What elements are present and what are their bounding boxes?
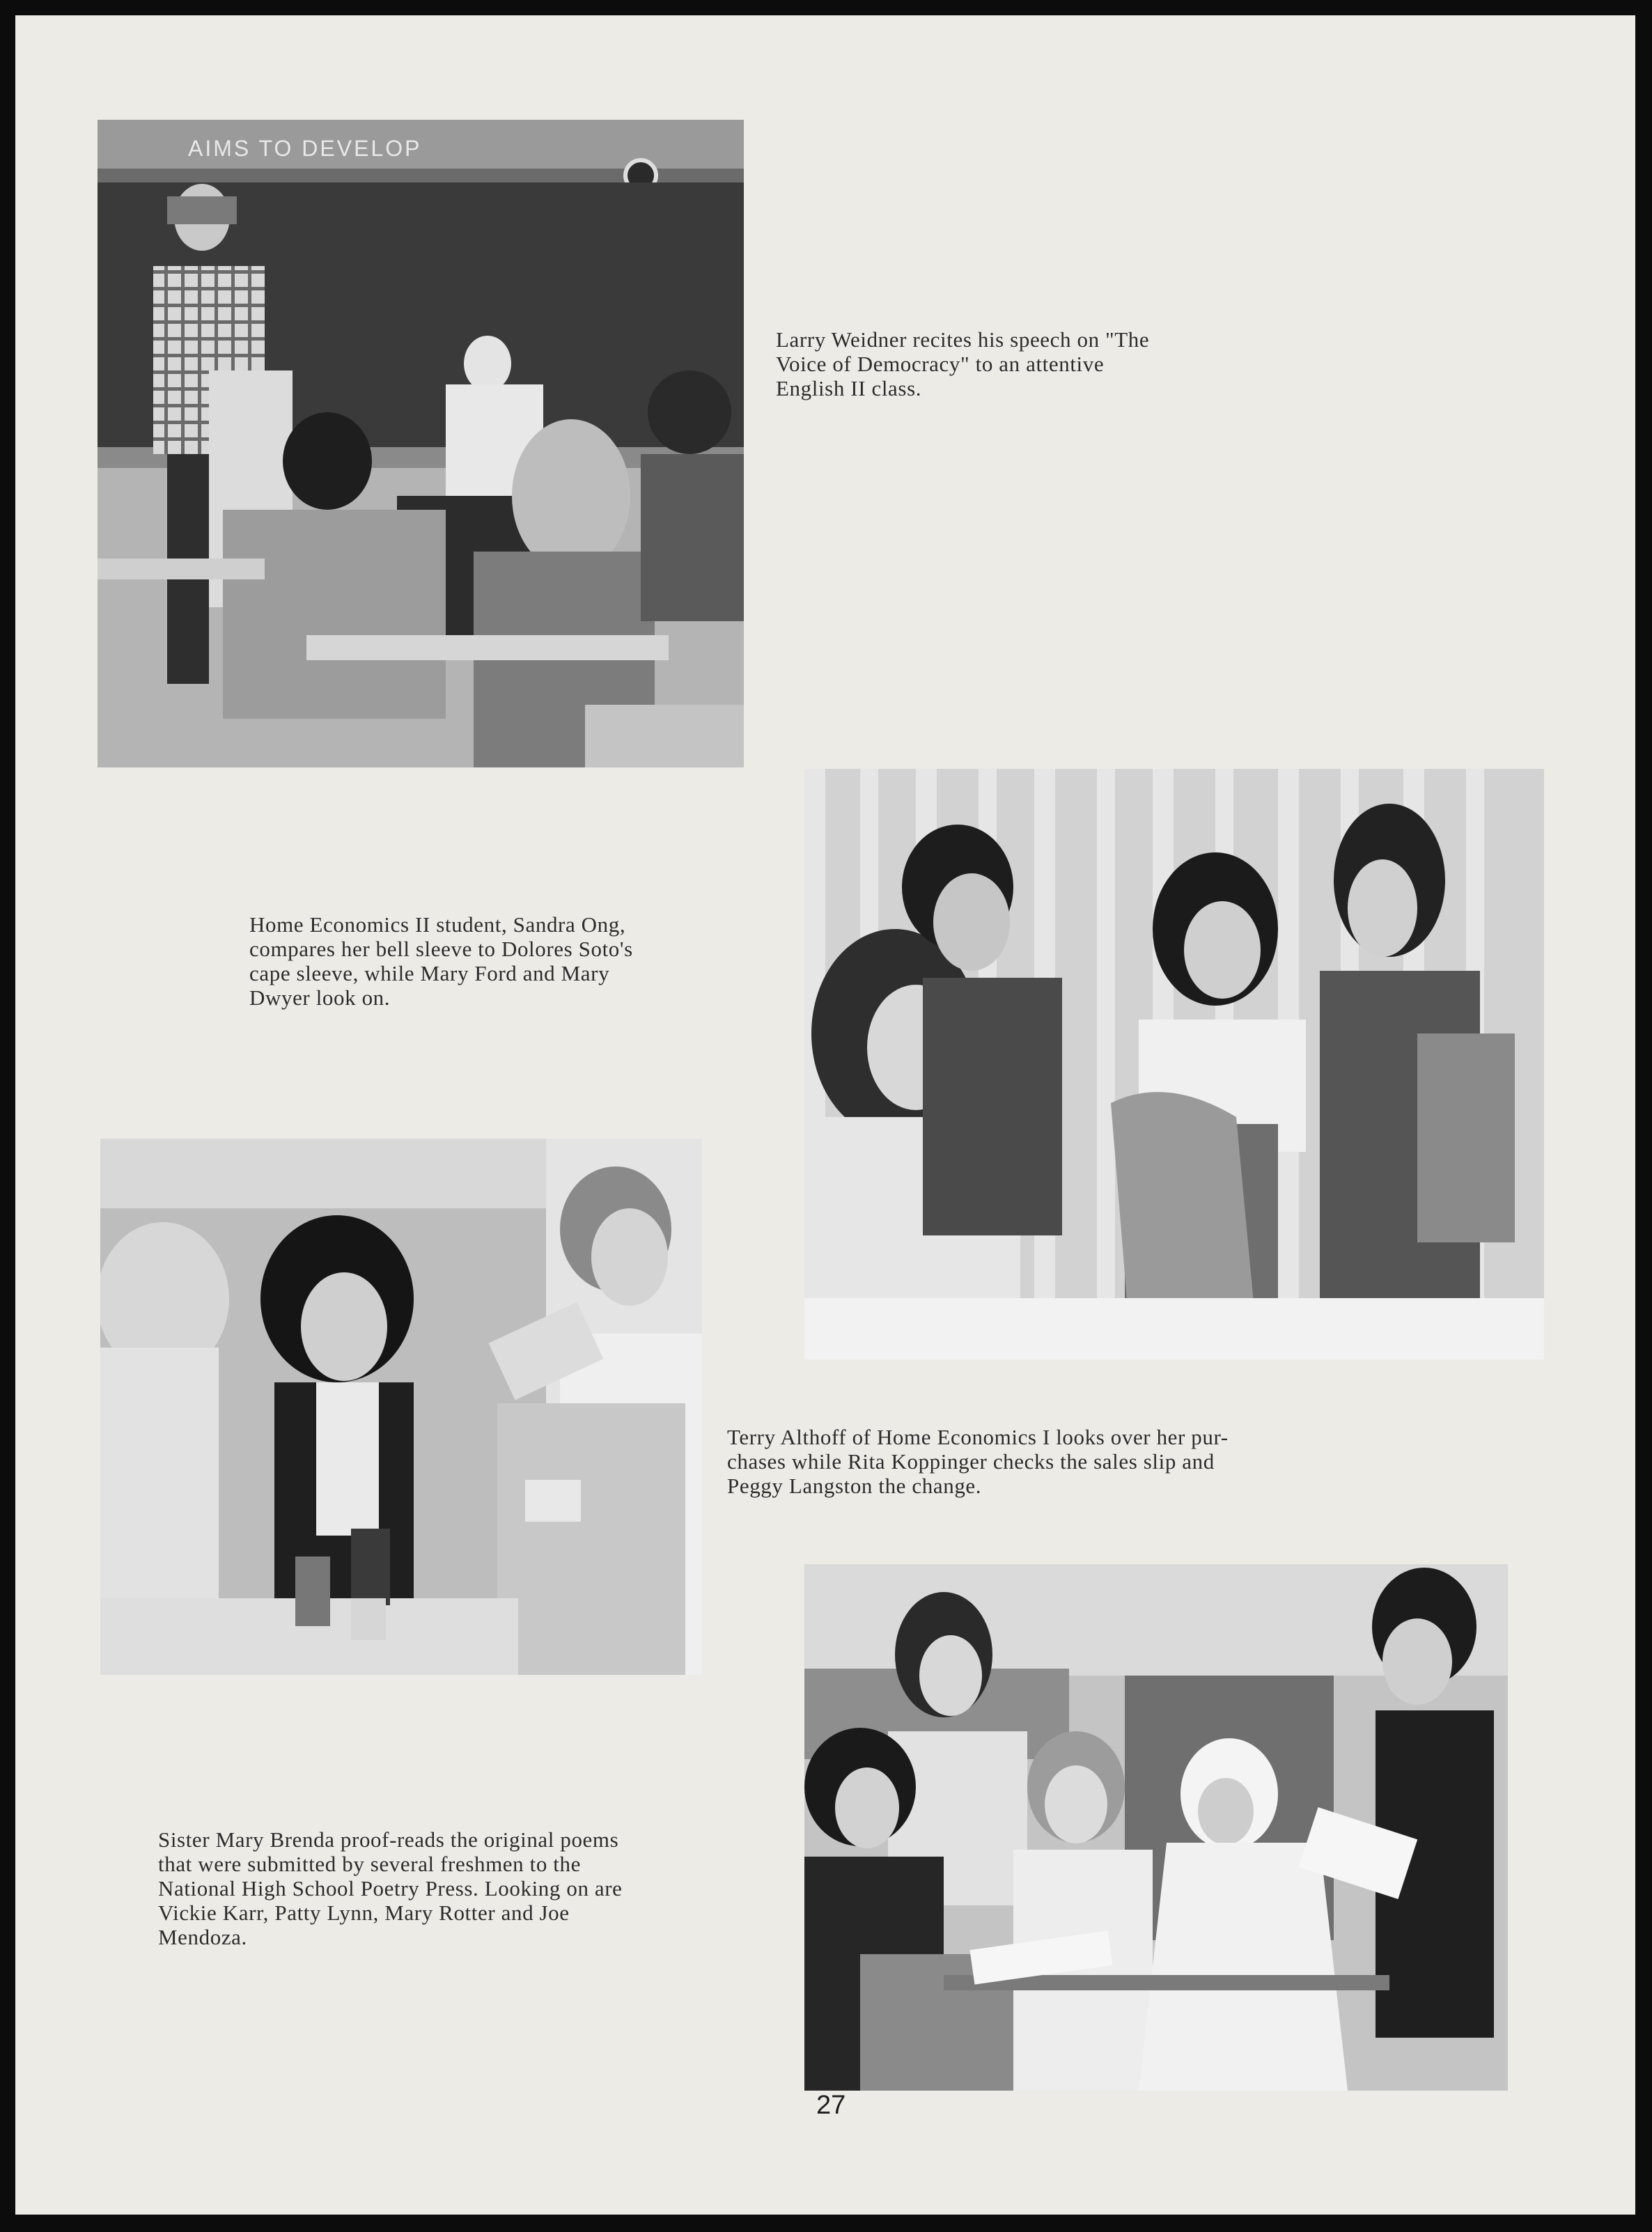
caption-purchases bbox=[727, 1425, 1229, 1498]
caption-line: Dwyer look on. bbox=[249, 985, 391, 1010]
yearbook-page bbox=[15, 15, 1635, 2215]
caption-line: Peggy Langston the change. bbox=[727, 1474, 982, 1498]
caption-line: English II class. bbox=[776, 376, 922, 400]
caption-line: cape sleeve, while Mary Ford and Mary bbox=[249, 961, 610, 985]
caption-speech bbox=[776, 327, 1149, 400]
caption-line: Mendoza. bbox=[158, 1925, 247, 1949]
caption-line: Home Economics II student, Sandra Ong, bbox=[249, 912, 626, 937]
caption-line: chases while Rita Koppinger checks the sales slip and bbox=[727, 1449, 1215, 1474]
classroom-speech-photo bbox=[98, 120, 744, 767]
home-economics-sleeves-photo bbox=[804, 769, 1544, 1359]
sign-text: AIMS TO DEVELOP bbox=[188, 136, 422, 161]
caption-line: compares her bell sleeve to Dolores Soto's bbox=[249, 937, 633, 961]
caption-line: Voice of Democracy" to an attentive bbox=[776, 352, 1105, 376]
page-number: 27 bbox=[816, 2091, 846, 2120]
caption-line: Vickie Karr, Patty Lynn, Mary Rotter and Joe bbox=[158, 1901, 570, 1925]
caption-line: Sister Mary Brenda proof-reads the original poems bbox=[158, 1827, 619, 1852]
poetry-proofreading-photo bbox=[804, 1564, 1508, 2091]
caption-line: Terry Althoff of Home Economics I looks over her pur- bbox=[727, 1425, 1229, 1449]
caption-sleeves bbox=[249, 912, 633, 1010]
caption-line: National High School Poetry Press. Looking on are bbox=[158, 1876, 623, 1901]
caption-line: Larry Weidner recites his speech on "The bbox=[776, 327, 1150, 352]
home-economics-purchases-photo bbox=[100, 1139, 702, 1675]
caption-line: that were submitted by several freshmen to the bbox=[158, 1852, 581, 1876]
caption-poems bbox=[158, 1827, 623, 1949]
